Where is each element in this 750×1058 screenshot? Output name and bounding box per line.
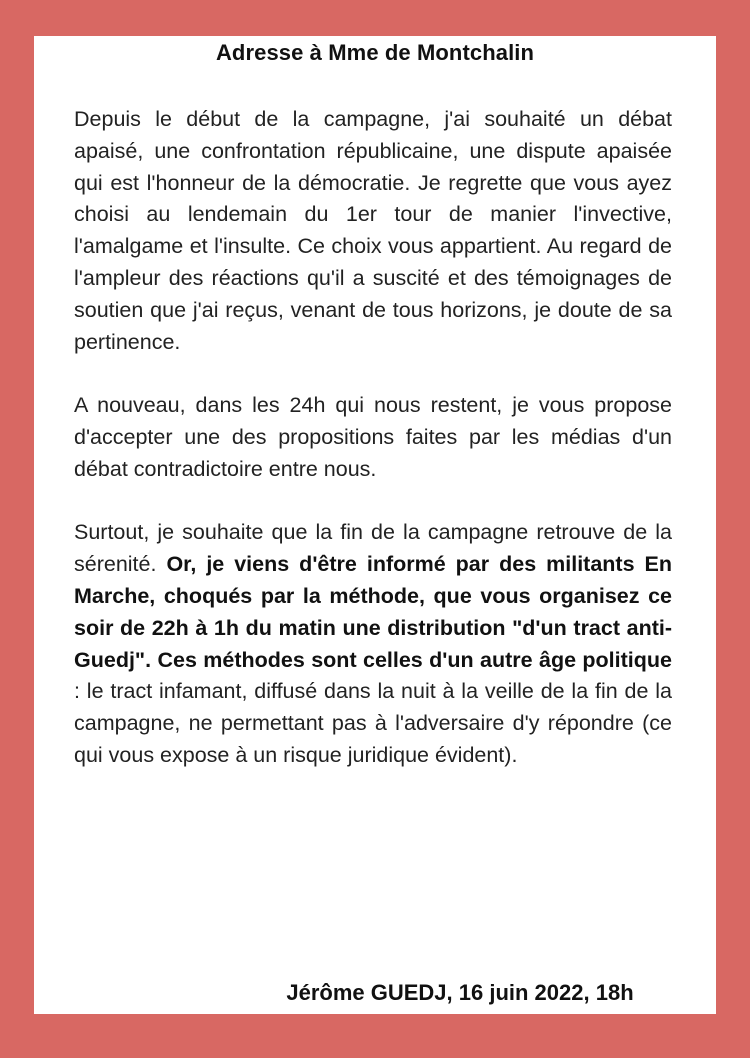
paragraph-1: Depuis le début de la campagne, j'ai souhaité un débat apaisé, une confrontation républicaine, une dispute apaisée qui est l'honneur de la démocratie. Je regrette que vous ayez choisi au lendemain du 1er tour de manier l'invective, l'amalgame et l'insulte. Ce choix vous appartient. Au regard de l'ampleur des réactions qu'il a suscité et des témoignages de soutien que j'ai reçus, venant de tous horizons, je doute de sa pertinence.	[74, 107, 672, 354]
paragraph-3-bold: Or, je viens d'être informé par des militants En Marche, choqués par la méthode, que vous organisez ce soir de 22h à 1h du matin une distribution "d'un tract anti-Guedj". Ces méthodes sont celles d'un autre âge politique	[74, 552, 673, 672]
paragraph-3-plain: Surtout, je souhaite que la fin de la campagne retrouve de la sérenité.	[74, 520, 672, 577]
document-title: Adresse à Mme de Montchalin	[215, 40, 535, 65]
paragraph-3-rest: : le tract infamant, diffusé dans la nuit à la veille de la fin de la campagne, ne permettant pas à l'adversaire d'y répondre (ce qui vous expose à un risque juridique évident).	[74, 679, 672, 767]
document-body	[74, 104, 672, 804]
document-sheet	[34, 36, 716, 1014]
signature: Jérôme GUEDJ, 16 juin 2022, 18h	[286, 980, 634, 1005]
paragraph-3	[74, 517, 672, 771]
paragraph-2: A nouveau, dans les 24h qui nous restent, je vous propose d'accepter une des propositions faites par les médias d'un débat contradictoire entre nous.	[74, 393, 672, 481]
